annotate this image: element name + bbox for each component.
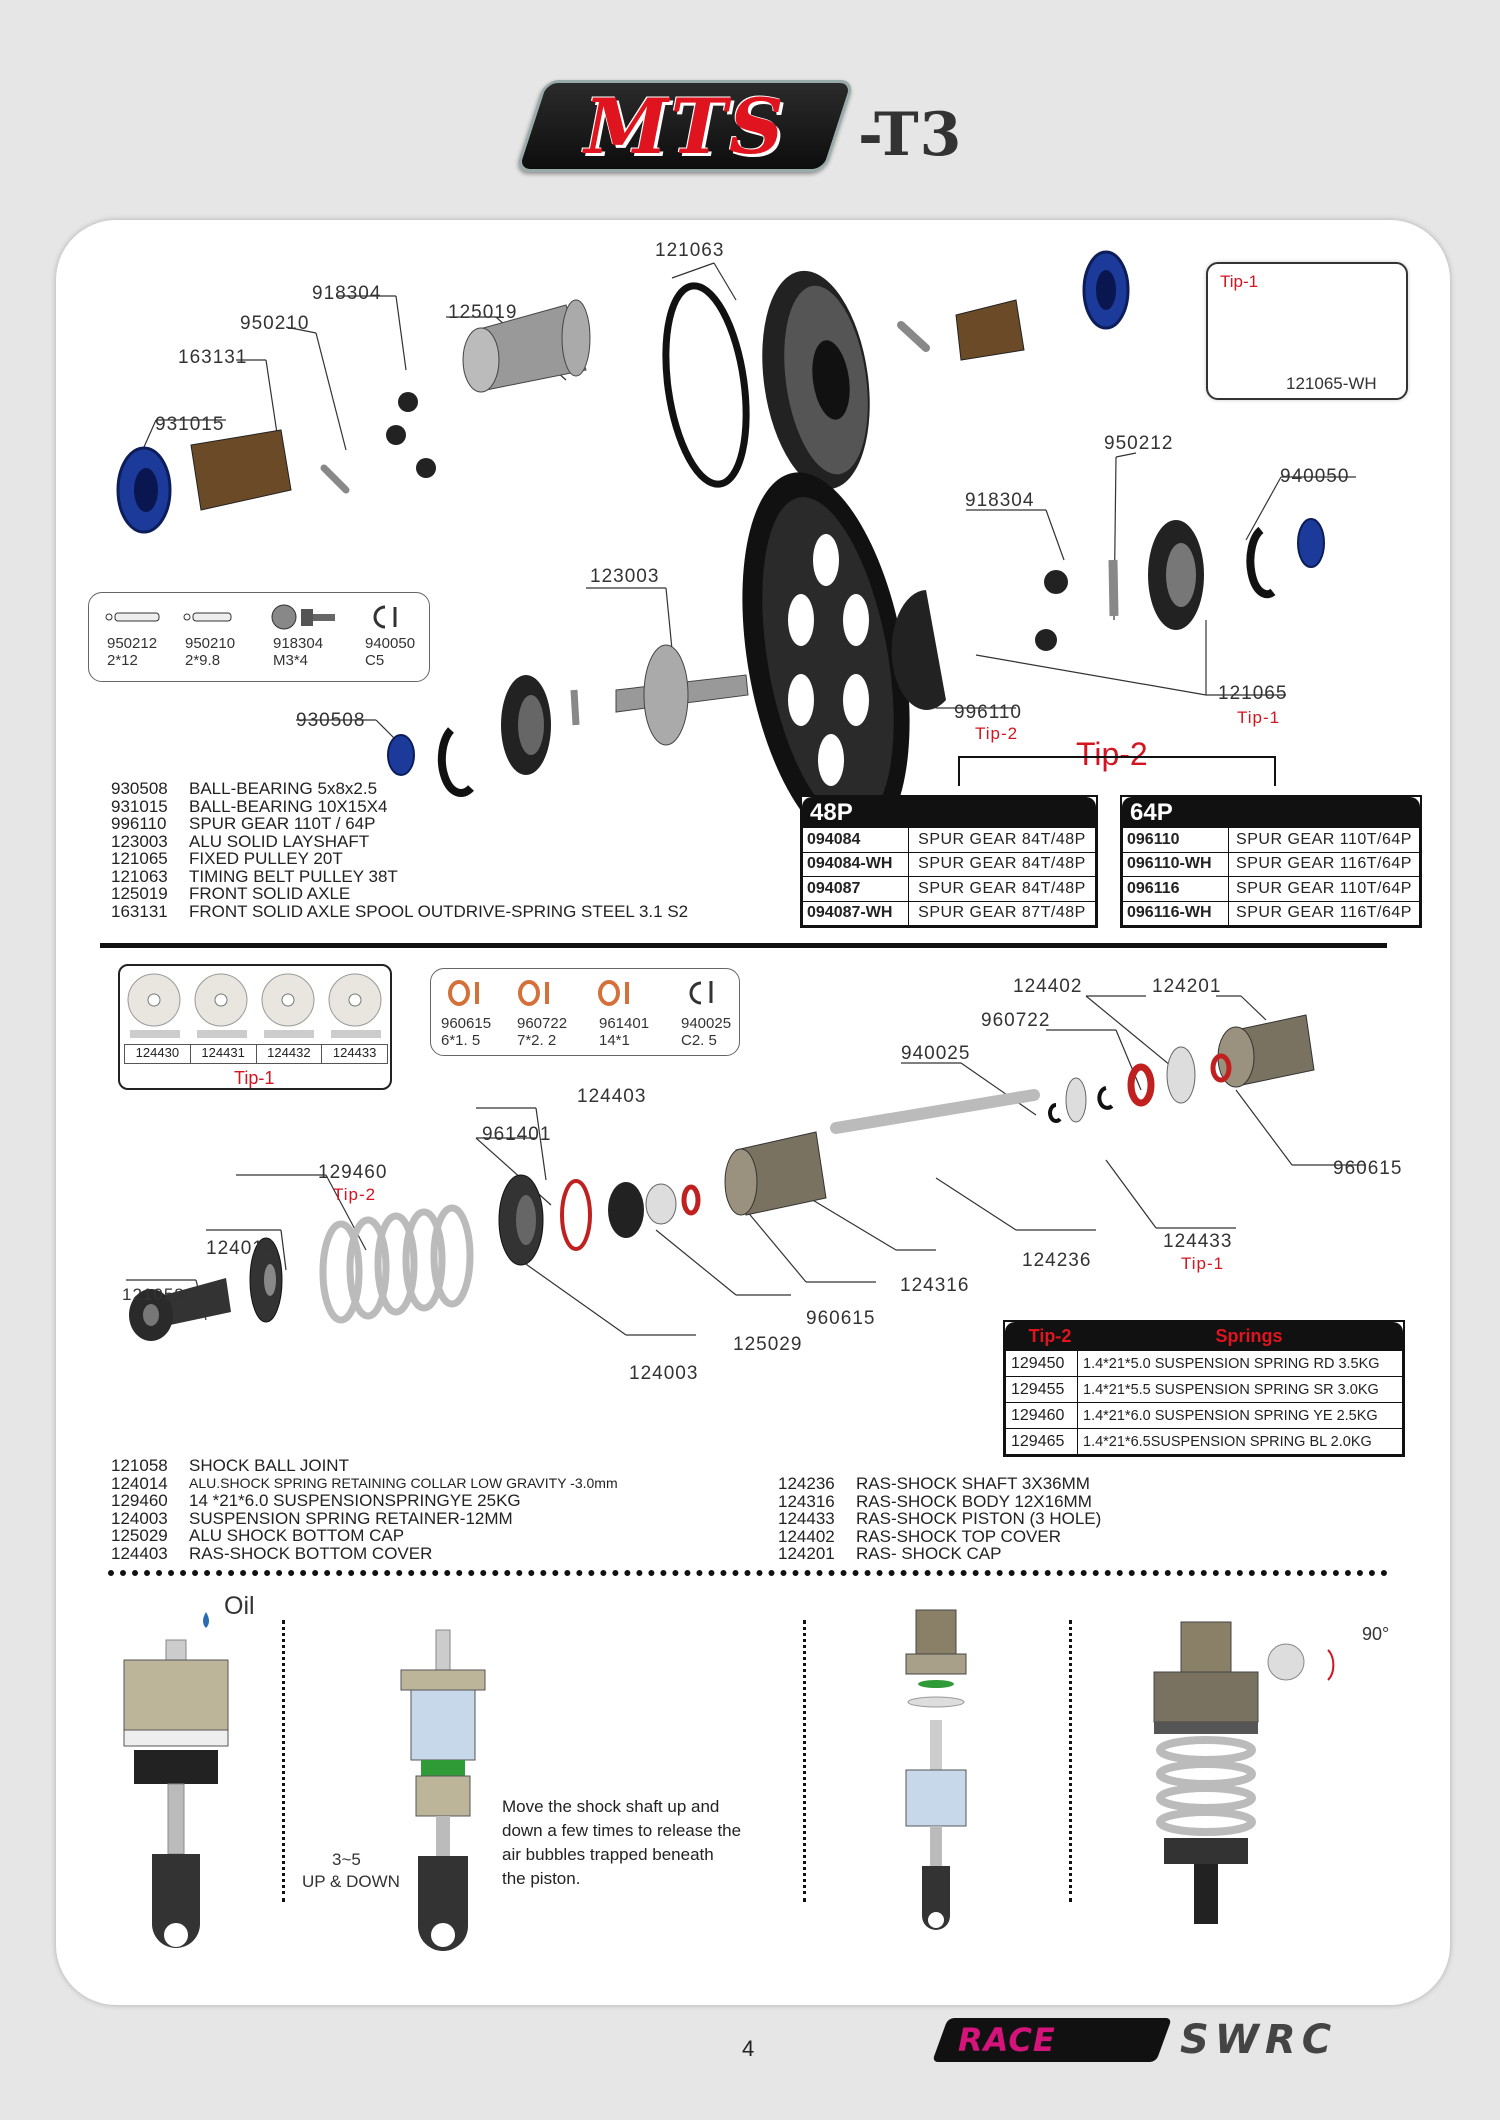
gear-table-48p-title: 48P	[802, 797, 1096, 827]
callout-123003: 123003	[590, 566, 660, 587]
callout-121063: 121063	[655, 240, 725, 261]
callout-930508: 930508	[296, 710, 366, 731]
callout-996110-tip: Tip-2	[975, 724, 1019, 743]
table-row: 094087-WH SPUR GEAR 87T/48P	[803, 901, 1096, 926]
callout-950212: 950212	[1104, 433, 1174, 454]
parts-list-row: 124433 RAS-SHOCK PISTON (3 HOLE)	[778, 1509, 1102, 1528]
callout-918304-b: 918304	[965, 490, 1035, 511]
table-row: 129450 1.4*21*5.0 SUSPENSION SPRING RD 3.5KG	[1006, 1351, 1403, 1377]
parts-list-drive	[111, 780, 688, 920]
callout-124236: 124236	[1022, 1250, 1092, 1271]
oil-label: Oil	[224, 1592, 255, 1620]
callout-996110: 996110	[954, 702, 1022, 723]
springs-table	[1003, 1320, 1405, 1457]
callout-125029: 125029	[733, 1334, 803, 1355]
callout-960722: 960722	[981, 1010, 1051, 1031]
callout-931015: 931015	[155, 414, 225, 435]
table-row: 129455 1.4*21*5.5 SUSPENSION SPRING SR 3.0KG	[1006, 1377, 1403, 1403]
parts-list-row: 996110 SPUR GEAR 110T / 64P	[111, 814, 376, 833]
updown-count: 3~5	[332, 1850, 361, 1869]
section-divider-dotted	[108, 1570, 1388, 1576]
callout-940050: 940050	[1280, 466, 1350, 487]
step1-shock	[124, 1612, 228, 1948]
parts-list-row: 124014 ALU.SHOCK SPRING RETAINING COLLAR LOW GRAVITY -3.0mm	[111, 1473, 618, 1493]
callout-124433-tip: Tip-1	[1181, 1254, 1225, 1273]
callout-125019: 125019	[448, 302, 518, 323]
updown-label: UP & DOWN	[302, 1872, 400, 1891]
table-row: 096116-WH SPUR GEAR 116T/64P	[1123, 901, 1420, 926]
parts-list-row: 163131 FRONT SOLID AXLE SPOOL OUTDRIVE-SPRING STEEL 3.1 S2	[111, 901, 689, 921]
callout-124316: 124316	[900, 1275, 970, 1296]
table-row: 129460 1.4*21*6.0 SUSPENSION SPRING YE 2.5KG	[1006, 1403, 1403, 1429]
callout-124003: 124003	[629, 1363, 699, 1384]
parts-list-row: 121063 TIMING BELT PULLEY 38T	[111, 866, 398, 886]
gear-table-48p	[800, 795, 1098, 928]
springs-table-head: Tip-2 Springs	[1005, 1322, 1403, 1350]
gear-table-64p-title: 64P	[1122, 797, 1420, 827]
parts-list-row: 931015 BALL-BEARING 10X15X4	[111, 796, 388, 816]
hardware-item: 950212 2*12	[107, 635, 158, 669]
parts-list-row: 125019 FRONT SOLID AXLE	[111, 884, 351, 903]
swrc-logo: SWRC	[1180, 2017, 1338, 2063]
callout-124201: 124201	[1152, 976, 1222, 997]
callout-918304: 918304	[312, 283, 382, 304]
mts-logo: MTS	[584, 81, 786, 171]
callout-124403: 124403	[577, 1086, 647, 1107]
hardware-item: 940050 C5	[365, 635, 416, 669]
step3-shock	[906, 1610, 966, 1930]
parts-list-row: 123003 ALU SOLID LAYSHAFT	[111, 831, 370, 851]
parts-list-row: 125029 ALU SHOCK BOTTOM CAP	[111, 1526, 405, 1545]
tip1-box-part: 121065-WH	[1286, 374, 1377, 393]
parts-list-row: 124403 RAS-SHOCK BOTTOM COVER	[111, 1543, 433, 1563]
oring-item: 940025 C2. 5	[681, 1015, 732, 1049]
table-row: 096110-WH SPUR GEAR 116T/64P	[1123, 852, 1420, 877]
tip1-box-title: Tip-1	[1220, 272, 1259, 291]
callout-124014: 124014	[206, 1238, 276, 1259]
hardware-item: 918304 M3*4	[273, 635, 324, 669]
callout-960615: 960615	[1333, 1158, 1403, 1179]
oring-item: 960615 6*1. 5	[441, 1015, 492, 1049]
tip1-box	[1206, 262, 1408, 400]
table-row: 094084 SPUR GEAR 84T/48P	[803, 828, 1096, 853]
parts-list-row: 124003 SUSPENSION SPRING RETAINER-12MM	[111, 1508, 513, 1528]
piston-codes-row: 124430 124431 124432 124433	[124, 1044, 388, 1064]
tip2-bracket	[958, 756, 1276, 786]
parts-list-row: 121065 FIXED PULLEY 20T	[111, 849, 343, 868]
step4-shock	[1154, 1622, 1333, 1924]
table-row: 094084-WH SPUR GEAR 84T/48P	[803, 852, 1096, 877]
parts-list-row: 124402 RAS-SHOCK TOP COVER	[778, 1526, 1061, 1546]
table-row: 096116 SPUR GEAR 110T/64P	[1123, 877, 1420, 902]
callout-961401: 961401	[482, 1124, 552, 1145]
table-row: 129465 1.4*21*6.5SUSPENSION SPRING BL 2.0KG	[1006, 1429, 1403, 1455]
shock-assembly-steps	[56, 1590, 1450, 1990]
oring-item: 960722 7*2. 2	[517, 1015, 568, 1049]
hardware-item: 950210 2*9.8	[185, 635, 236, 669]
gear-table-64p	[1120, 795, 1422, 928]
parts-list-row: 121058 SHOCK BALL JOINT	[111, 1456, 349, 1475]
parts-list-row: 129460 14 *21*6.0 SUSPENSIONSPRINGYE 25KG	[111, 1491, 521, 1510]
callout-129460-tip: Tip-2	[333, 1185, 377, 1204]
callout-121058: 121058	[122, 1285, 185, 1304]
callout-163131: 163131	[178, 347, 248, 368]
step2-shock	[401, 1630, 485, 1951]
timing-pulley-38t	[749, 264, 883, 496]
tip2-title: Tip-2	[1076, 736, 1148, 772]
callout-121065-tip: Tip-1	[1237, 708, 1281, 727]
rotation-angle: 90°	[1362, 1624, 1390, 1644]
parts-list-shock-left	[111, 1457, 618, 1562]
oring-item: 961401 14*1	[599, 1015, 650, 1049]
race-logo: RACE	[958, 2021, 1056, 2059]
parts-list-shock-right	[778, 1475, 1101, 1563]
piston-tip: Tip-1	[234, 1068, 275, 1088]
hardware-box	[88, 592, 430, 682]
model-title: -T3	[858, 100, 963, 170]
callout-121065: 121065	[1218, 683, 1288, 704]
callout-124433: 124433	[1163, 1231, 1233, 1252]
parts-list-row: 124201 RAS- SHOCK CAP	[778, 1544, 1002, 1563]
callout-129460: 129460	[318, 1162, 388, 1183]
page-number: 4	[742, 2036, 755, 2061]
callout-124402: 124402	[1013, 976, 1083, 997]
section-divider	[100, 943, 1387, 948]
parts-list-row: 124236 RAS-SHOCK SHAFT 3X36MM	[778, 1474, 1090, 1493]
callout-940025: 940025	[901, 1043, 971, 1064]
table-row: 094087 SPUR GEAR 84T/48P	[803, 877, 1096, 902]
callout-950210: 950210	[240, 313, 310, 334]
parts-list-row: 124316 RAS-SHOCK BODY 12X16MM	[778, 1491, 1092, 1511]
callout-960615-b: 960615	[806, 1308, 876, 1329]
table-row: 096110 SPUR GEAR 110T/64P	[1123, 828, 1420, 853]
bleed-instruction: Move the shock shaft up and down a few times to release the air bubbles trapped beneath the piston.	[502, 1797, 742, 1888]
parts-list-row: 930508 BALL-BEARING 5x8x2.5	[111, 779, 378, 798]
